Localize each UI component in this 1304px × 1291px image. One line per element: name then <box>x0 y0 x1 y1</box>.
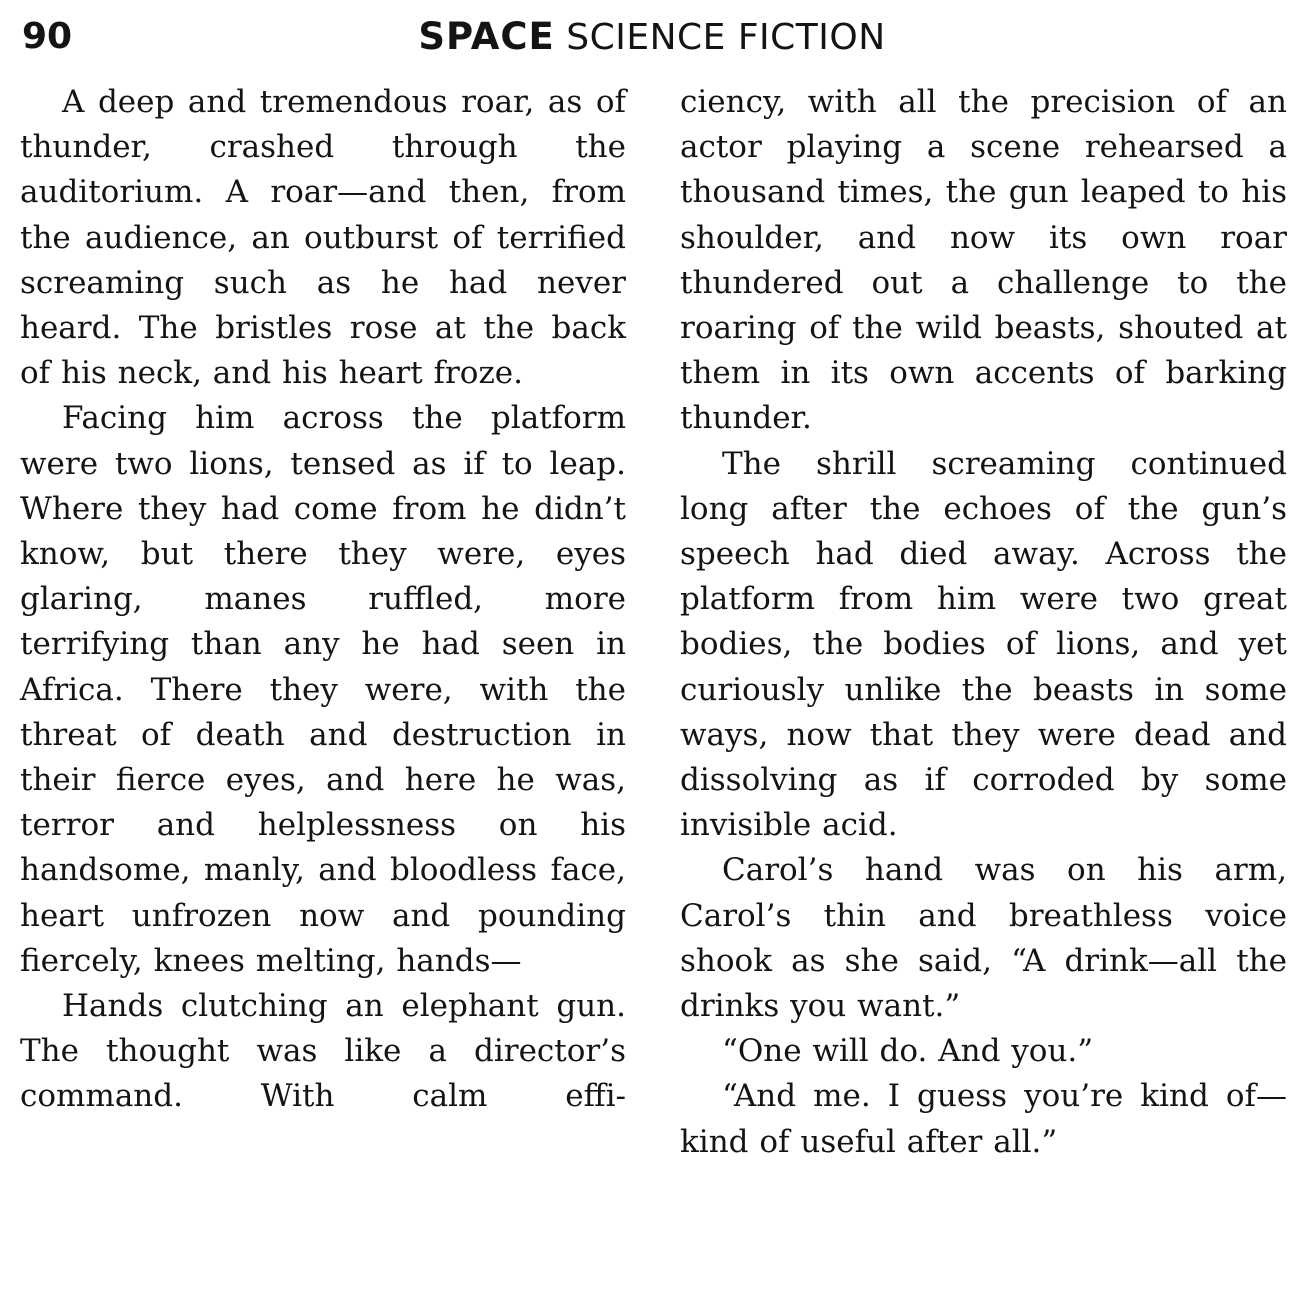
right-column <box>680 80 1287 1165</box>
paragraph: Facing him across the platform were two lions, tensed as if to leap. Where they had come from he didn’t know, but there they were, eyes glaring, manes ruffled, more terrifying than any he had seen in Africa. There they were, with the threat of death and destruction in their fierce eyes, and here he was, terror and helplessness on his handsome, manly, and bloodless face, heart unfrozen now and pounding fiercely, knees melting, hands— <box>20 400 626 979</box>
paragraph: A deep and tremendous roar, as of thunder, crashed through the auditorium. A roar—and then, from the audience, an outburst of terrified screaming such as he had never heard. The bristles rose at the back of his neck, and his heart froze. <box>20 84 626 392</box>
left-column <box>20 80 626 1120</box>
paragraph: Carol’s hand was on his arm, Carol’s thin and breathless voice shook as she said, “A drink—all the drinks you want.” <box>680 852 1287 1025</box>
paragraph: Hands clutching an elephant gun. The thought was like a director’s command. With calm effi- <box>20 988 626 1115</box>
running-head <box>0 14 1304 61</box>
paragraph: The shrill screaming continued long after the echoes of the gun’s speech had died away. Across the platform from him were two great bodies, the bodies of lions, and yet curiously unlike the beasts in some ways, now that they were dead and dissolving as if corroded by some invisible acid. <box>680 445 1287 844</box>
paragraph: “One will do. And you.” <box>722 1033 1094 1070</box>
magazine-subtitle: SCIENCE FICTION <box>566 17 886 58</box>
paragraph: “And me. I guess you’re kind of—kind of useful after all.” <box>680 1078 1287 1160</box>
page-number: 90 <box>22 16 73 57</box>
paragraph: ciency, with all the precision of an actor playing a scene rehearsed a thousand times, the gun leaped to his shoulder, and now its own roar thundered out a challenge to the roaring of the wild beasts, shouted at them in its own accents of barking thunder. <box>680 84 1287 437</box>
magazine-title: SPACE <box>418 15 555 58</box>
